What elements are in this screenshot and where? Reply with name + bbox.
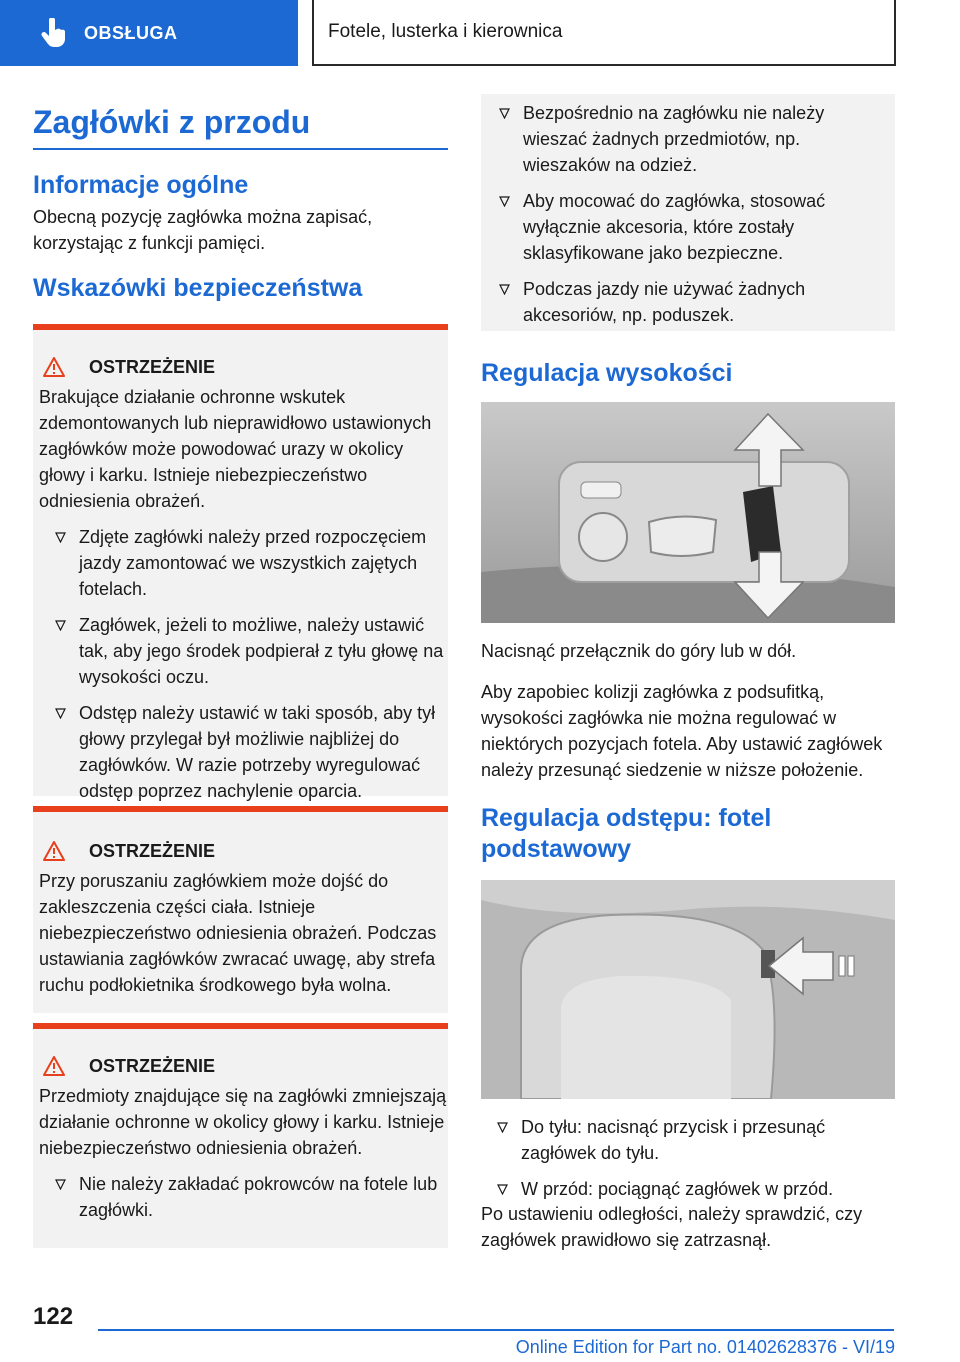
- height-instruction: Nacisnąć przełącznik do góry lub w dół.: [481, 641, 797, 661]
- list-item-text: Odstęp należy ustawić w taki sposób, aby tył głowy przylegał był możliwie najbliżej do zagłówków. W razie potrzeby wyregulować odstęp poprzez nachylenie oparcia.: [79, 703, 436, 801]
- list-item-text: Bezpośrednio na zagłówku nie należy wieszać żadnych przedmiotów, np. wieszaków na odzież.: [523, 103, 825, 175]
- warning-text: [33, 382, 448, 804]
- title-rule: [33, 148, 448, 150]
- section-tab-label: OBSŁUGA: [84, 22, 178, 43]
- warning-list: [481, 100, 895, 328]
- list-item-text: Nie należy zakładać pokrowców na fotele lub zagłówki.: [79, 1174, 438, 1220]
- warning-text: [33, 1081, 448, 1223]
- list-item-text: Aby mocować do zagłówka, stosować wyłącznie akcesoria, które zostały sklasyfikowane jako bezpieczne.: [523, 191, 826, 263]
- list-item: [483, 100, 877, 178]
- bullet-triangle-icon: [55, 620, 66, 631]
- edition-footer: Online Edition for Part no. 01402628376 - VI/19: [515, 1337, 895, 1357]
- warning-header: [33, 836, 448, 866]
- distance-heading: Regulacja odstępu: fotel podstawowy: [481, 804, 772, 863]
- warning-box-3: [33, 1023, 448, 1248]
- warning-title: OSTRZEŻENIE: [89, 1055, 216, 1076]
- height-note: Aby zapobiec kolizji zagłówka z podsufitką, wysokości zagłówka nie można regulować w niektórych pozycjach fotela. Aby ustawić zagłówek należy przesunąć siedzenie w niższe położenie.: [481, 682, 883, 780]
- list-item: [39, 612, 448, 690]
- bullet-triangle-icon: [55, 708, 66, 719]
- seat-switch-illustration: [481, 402, 895, 623]
- headrest-illustration: [481, 880, 895, 1099]
- list-item: [39, 700, 448, 804]
- list-item: [39, 524, 448, 602]
- distance-note: Po ustawieniu odległości, należy sprawdzić, czy zagłówek prawidłowo się zatrzasnął.: [481, 1204, 863, 1250]
- warning-description: Przedmioty znajdujące się na zagłówki zmniejszają działanie ochronne w okolicy głowy i karku. Istnieje niebezpieczeństwo odniesienia obrażeń.: [39, 1086, 447, 1158]
- footer-rule: [98, 1329, 894, 1331]
- bullet-triangle-icon: [499, 284, 510, 295]
- warning-triangle-icon: [43, 1056, 65, 1076]
- warning-continuation-box: [481, 94, 895, 331]
- headrest-photo: [481, 880, 895, 1099]
- list-item-text: Podczas jazdy nie używać żadnych akcesoriów, np. poduszek.: [523, 279, 806, 325]
- list-item-text: Zagłówek, jeżeli to możliwe, należy ustawić tak, aby jego środek podpierał z tyłu głowę na wysokości oczu.: [79, 615, 444, 687]
- warning-title: OSTRZEŻENIE: [89, 840, 216, 861]
- distance-list: [481, 1104, 895, 1202]
- bullet-triangle-icon: [55, 532, 66, 543]
- warning-header: [33, 1051, 448, 1081]
- hand-touch-icon: [40, 18, 68, 48]
- warning-description: Brakujące działanie ochronne wskutek zdemontowanych lub nieprawidłowo ustawionych zagłówków może powodować urazy w okolicy głowy i karku. Istnieje niebezpieczeństwo odniesienia obrażeń.: [39, 387, 432, 511]
- list-item-text: W przód: pociągnąć zagłówek w przód.: [521, 1179, 834, 1199]
- general-info-text: Obecną pozycję zagłówka można zapisać, korzystając z funkcji pamięci.: [33, 207, 373, 253]
- warning-triangle-icon: [43, 357, 65, 377]
- chapter-title: Fotele, lusterka i kierownica: [312, 0, 896, 66]
- bullet-triangle-icon: [55, 1179, 66, 1190]
- section-tab[interactable]: [0, 0, 298, 66]
- list-item: [481, 1114, 895, 1166]
- warning-box-2: [33, 806, 448, 1013]
- list-item-text: Do tyłu: nacisnąć przycisk i przesunąć zagłówek do tyłu.: [521, 1117, 826, 1163]
- bullet-triangle-icon: [497, 1122, 508, 1133]
- list-item: [483, 276, 877, 328]
- bullet-triangle-icon: [497, 1184, 508, 1195]
- list-item-text: Zdjęte zagłówki należy przed rozpoczęciem jazdy zamontować we wszystkich zajętych fotelach.: [79, 527, 427, 599]
- warning-box-1: [33, 324, 448, 801]
- height-heading: Regulacja wysokości: [481, 359, 733, 387]
- list-item: [39, 1171, 448, 1223]
- general-info-heading: Informacje ogólne: [33, 171, 249, 199]
- warning-list: [39, 1171, 448, 1223]
- list-item: [481, 1176, 895, 1202]
- bullet-triangle-icon: [499, 108, 510, 119]
- page-number: 122: [33, 1303, 74, 1330]
- seat-switch-photo: [481, 402, 895, 623]
- warning-header: [33, 352, 448, 382]
- list-item: [483, 188, 877, 266]
- safety-heading: Wskazówki bezpieczeństwa: [33, 274, 363, 302]
- page-title: Zagłówki z przodu: [33, 104, 311, 140]
- left-column: [33, 104, 448, 304]
- warning-title: OSTRZEŻENIE: [89, 356, 216, 377]
- bullet-triangle-icon: [499, 196, 510, 207]
- warning-list: [39, 524, 448, 804]
- warning-triangle-icon: [43, 841, 65, 861]
- warning-description: Przy poruszaniu zagłówkiem może dojść do zakleszczenia części ciała. Istnieje niebezpieczeństwo odniesienia obrażeń. Podczas ustawiania zagłówków zwracać uwagę, aby strefa ruchu podłokietnika środkowego była wolna.: [39, 871, 437, 995]
